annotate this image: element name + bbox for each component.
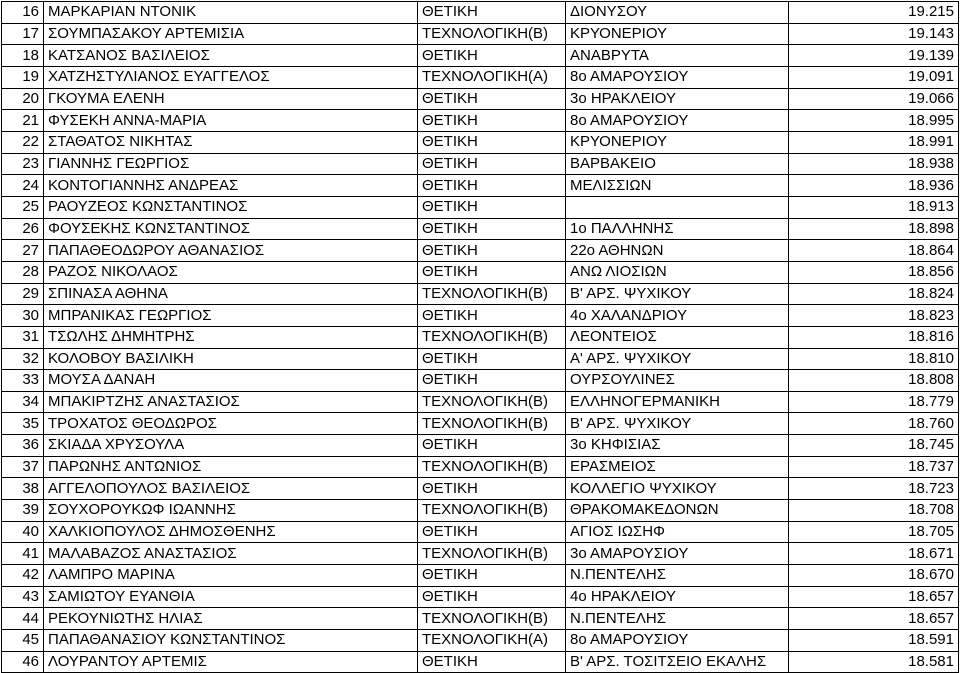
score-cell: 18.723 <box>789 478 959 500</box>
rank-cell: 39 <box>2 500 44 522</box>
score-cell: 18.657 <box>789 608 959 630</box>
school-cell: ΛΕΟΝΤΕΙΟΣ <box>566 326 789 348</box>
school-cell: ΕΛΛΗΝΟΓΕΡΜΑΝΙΚΗ <box>566 391 789 413</box>
direction-cell: ΤΕΧΝΟΛΟΓΙΚΗ(Β) <box>418 500 566 522</box>
direction-cell: ΘΕΤΙΚΗ <box>418 196 566 218</box>
direction-cell: ΘΕΤΙΚΗ <box>418 218 566 240</box>
school-cell: ΑΓΙΟΣ ΙΩΣΗΦ <box>566 521 789 543</box>
rank-cell: 38 <box>2 478 44 500</box>
score-cell: 18.913 <box>789 196 959 218</box>
table-row <box>2 110 959 132</box>
rank-cell: 18 <box>2 45 44 67</box>
table-row <box>2 283 959 305</box>
rank-cell: 19 <box>2 66 44 88</box>
name-cell: ΑΓΓΕΛΟΠΟΥΛΟΣ ΒΑΣΙΛΕΙΟΣ <box>44 478 418 500</box>
table-row <box>2 88 959 110</box>
table-row <box>2 348 959 370</box>
school-cell: ΑΝΩ ΛΙΟΣΙΩΝ <box>566 261 789 283</box>
direction-cell: ΘΕΤΙΚΗ <box>418 175 566 197</box>
rank-cell: 21 <box>2 110 44 132</box>
name-cell: ΣΟΥΧΟΡΟΥΚΩΦ ΙΩΑΝΝΗΣ <box>44 500 418 522</box>
school-cell <box>566 196 789 218</box>
direction-cell: ΘΕΤΙΚΗ <box>418 586 566 608</box>
direction-cell: ΤΕΧΝΟΛΟΓΙΚΗ(Α) <box>418 630 566 652</box>
direction-cell: ΘΕΤΙΚΗ <box>418 153 566 175</box>
rank-cell: 17 <box>2 23 44 45</box>
rank-cell: 23 <box>2 153 44 175</box>
direction-cell: ΘΕΤΙΚΗ <box>418 2 566 24</box>
school-cell: ΔΙΟΝΥΣΟΥ <box>566 2 789 24</box>
table-row <box>2 23 959 45</box>
direction-cell: ΘΕΤΙΚΗ <box>418 88 566 110</box>
table-row <box>2 478 959 500</box>
table-row <box>2 131 959 153</box>
rank-cell: 28 <box>2 261 44 283</box>
direction-cell: ΘΕΤΙΚΗ <box>418 521 566 543</box>
table-row <box>2 413 959 435</box>
school-cell: Β' ΑΡΣ. ΨΥΧΙΚΟΥ <box>566 283 789 305</box>
score-cell: 18.898 <box>789 218 959 240</box>
direction-cell: ΤΕΧΝΟΛΟΓΙΚΗ(Β) <box>418 326 566 348</box>
direction-cell: ΤΕΧΝΟΛΟΓΙΚΗ(Β) <box>418 413 566 435</box>
name-cell: ΛΑΜΠΡΟ ΜΑΡΙΝΑ <box>44 565 418 587</box>
school-cell: ΟΥΡΣΟΥΛΙΝΕΣ <box>566 370 789 392</box>
school-cell: ΒΑΡΒΑΚΕΙΟ <box>566 153 789 175</box>
score-cell: 18.591 <box>789 630 959 652</box>
score-cell: 18.657 <box>789 586 959 608</box>
rank-cell: 27 <box>2 240 44 262</box>
rank-cell: 36 <box>2 435 44 457</box>
score-cell: 18.581 <box>789 651 959 673</box>
school-cell: ΜΕΛΙΣΣΙΩΝ <box>566 175 789 197</box>
school-cell: 4ο ΧΑΛΑΝΔΡΙΟΥ <box>566 305 789 327</box>
name-cell: ΜΟΥΣΑ ΔΑΝΑΗ <box>44 370 418 392</box>
name-cell: ΚΑΤΣΑΝΟΣ ΒΑΣΙΛΕΙΟΣ <box>44 45 418 67</box>
rank-cell: 40 <box>2 521 44 543</box>
rank-cell: 33 <box>2 370 44 392</box>
school-cell: ΑΝΑΒΡΥΤΑ <box>566 45 789 67</box>
table-row <box>2 66 959 88</box>
table-row <box>2 196 959 218</box>
direction-cell: ΤΕΧΝΟΛΟΓΙΚΗ(Β) <box>418 608 566 630</box>
name-cell: ΣΚΙΑΔΑ ΧΡΥΣΟΥΛΑ <box>44 435 418 457</box>
table-row <box>2 565 959 587</box>
score-cell: 18.995 <box>789 110 959 132</box>
rank-cell: 42 <box>2 565 44 587</box>
name-cell: ΦΥΣΕΚΗ ΑΝΝΑ-ΜΑΡΙΑ <box>44 110 418 132</box>
table-row <box>2 521 959 543</box>
table-row <box>2 543 959 565</box>
name-cell: ΣΟΥΜΠΑΣΑΚΟΥ ΑΡΤΕΜΙΣΙΑ <box>44 23 418 45</box>
direction-cell: ΘΕΤΙΚΗ <box>418 651 566 673</box>
score-cell: 18.737 <box>789 456 959 478</box>
school-cell: ΚΡΥΟΝΕΡΙΟΥ <box>566 131 789 153</box>
score-cell: 18.760 <box>789 413 959 435</box>
rank-cell: 37 <box>2 456 44 478</box>
name-cell: ΓΚΟΥΜΑ ΕΛΕΝΗ <box>44 88 418 110</box>
score-cell: 18.745 <box>789 435 959 457</box>
direction-cell: ΘΕΤΙΚΗ <box>418 370 566 392</box>
table-row <box>2 261 959 283</box>
name-cell: ΤΡΟΧΑΤΟΣ ΘΕΟΔΩΡΟΣ <box>44 413 418 435</box>
score-cell: 18.808 <box>789 370 959 392</box>
rank-cell: 45 <box>2 630 44 652</box>
name-cell: ΧΑΤΖΗΣΤΥΛΙΑΝΟΣ ΕΥΑΓΓΕΛΟΣ <box>44 66 418 88</box>
score-cell: 18.671 <box>789 543 959 565</box>
direction-cell: ΤΕΧΝΟΛΟΓΙΚΗ(Β) <box>418 543 566 565</box>
name-cell: ΡΕΚΟΥΝΙΩΤΗΣ ΗΛΙΑΣ <box>44 608 418 630</box>
name-cell: ΜΑΡΚΑΡΙΑΝ ΝΤΟΝΙΚ <box>44 2 418 24</box>
rank-cell: 29 <box>2 283 44 305</box>
score-cell: 18.823 <box>789 305 959 327</box>
table-row <box>2 45 959 67</box>
score-cell: 18.779 <box>789 391 959 413</box>
direction-cell: ΘΕΤΙΚΗ <box>418 45 566 67</box>
score-cell: 19.091 <box>789 66 959 88</box>
school-cell: Α' ΑΡΣ. ΨΥΧΙΚΟΥ <box>566 348 789 370</box>
name-cell: ΣΤΑΘΑΤΟΣ ΝΙΚΗΤΑΣ <box>44 131 418 153</box>
table-row <box>2 2 959 24</box>
rank-cell: 16 <box>2 2 44 24</box>
name-cell: ΚΟΛΟΒΟΥ ΒΑΣΙΛΙΚΗ <box>44 348 418 370</box>
table-row <box>2 586 959 608</box>
table-row <box>2 370 959 392</box>
name-cell: ΓΙΑΝΝΗΣ ΓΕΩΡΓΙΟΣ <box>44 153 418 175</box>
rank-cell: 34 <box>2 391 44 413</box>
name-cell: ΦΟΥΣΕΚΗΣ ΚΩΝΣΤΑΝΤΙΝΟΣ <box>44 218 418 240</box>
rank-cell: 31 <box>2 326 44 348</box>
table-row <box>2 218 959 240</box>
name-cell: ΠΑΡΩΝΗΣ ΑΝΤΩΝΙΟΣ <box>44 456 418 478</box>
direction-cell: ΘΕΤΙΚΗ <box>418 131 566 153</box>
rank-cell: 20 <box>2 88 44 110</box>
direction-cell: ΘΕΤΙΚΗ <box>418 435 566 457</box>
direction-cell: ΘΕΤΙΚΗ <box>418 348 566 370</box>
rank-cell: 24 <box>2 175 44 197</box>
school-cell: Β' ΑΡΣ. ΨΥΧΙΚΟΥ <box>566 413 789 435</box>
direction-cell: ΘΕΤΙΚΗ <box>418 110 566 132</box>
school-cell: 8ο ΑΜΑΡΟΥΣΙΟΥ <box>566 630 789 652</box>
score-cell: 19.066 <box>789 88 959 110</box>
school-cell: Ν.ΠΕΝΤΕΛΗΣ <box>566 608 789 630</box>
school-cell: 3ο ΚΗΦΙΣΙΑΣ <box>566 435 789 457</box>
direction-cell: ΤΕΧΝΟΛΟΓΙΚΗ(Β) <box>418 456 566 478</box>
name-cell: ΡΑΟΥΖΕΟΣ ΚΩΝΣΤΑΝΤΙΝΟΣ <box>44 196 418 218</box>
score-cell: 19.139 <box>789 45 959 67</box>
direction-cell: ΘΕΤΙΚΗ <box>418 478 566 500</box>
score-cell: 18.936 <box>789 175 959 197</box>
score-cell: 18.991 <box>789 131 959 153</box>
direction-cell: ΘΕΤΙΚΗ <box>418 261 566 283</box>
rank-cell: 22 <box>2 131 44 153</box>
name-cell: ΜΠΡΑΝΙΚΑΣ ΓΕΩΡΓΙΟΣ <box>44 305 418 327</box>
name-cell: ΜΠΑΚΙΡΤΖΗΣ ΑΝΑΣΤΑΣΙΟΣ <box>44 391 418 413</box>
school-cell: 3ο ΑΜΑΡΟΥΣΙΟΥ <box>566 543 789 565</box>
table-row <box>2 651 959 673</box>
score-cell: 18.938 <box>789 153 959 175</box>
rank-cell: 46 <box>2 651 44 673</box>
table-row <box>2 608 959 630</box>
rank-cell: 32 <box>2 348 44 370</box>
school-cell: ΕΡΑΣΜΕΙΟΣ <box>566 456 789 478</box>
school-cell: ΚΟΛΛΕΓΙΟ ΨΥΧΙΚΟΥ <box>566 478 789 500</box>
direction-cell: ΤΕΧΝΟΛΟΓΙΚΗ(Α) <box>418 66 566 88</box>
score-cell: 19.215 <box>789 2 959 24</box>
table-row <box>2 175 959 197</box>
school-cell: 4ο ΗΡΑΚΛΕΙΟΥ <box>566 586 789 608</box>
direction-cell: ΤΕΧΝΟΛΟΓΙΚΗ(Β) <box>418 391 566 413</box>
direction-cell: ΤΕΧΝΟΛΟΓΙΚΗ(Β) <box>418 283 566 305</box>
rank-cell: 41 <box>2 543 44 565</box>
table-row <box>2 153 959 175</box>
rank-cell: 26 <box>2 218 44 240</box>
name-cell: ΣΠΙΝΑΣΑ ΑΘΗΝΑ <box>44 283 418 305</box>
score-cell: 18.824 <box>789 283 959 305</box>
table-row <box>2 500 959 522</box>
name-cell: ΠΑΠΑΘΑΝΑΣΙΟΥ ΚΩΝΣΤΑΝΤΙΝΟΣ <box>44 630 418 652</box>
school-cell: 8ο ΑΜΑΡΟΥΣΙΟΥ <box>566 66 789 88</box>
school-cell: 3ο ΗΡΑΚΛΕΙΟΥ <box>566 88 789 110</box>
score-cell: 18.708 <box>789 500 959 522</box>
table-row <box>2 326 959 348</box>
school-cell: Β' ΑΡΣ. ΤΟΣΙΤΣΕΙΟ ΕΚΑΛΗΣ <box>566 651 789 673</box>
score-cell: 18.864 <box>789 240 959 262</box>
rank-cell: 30 <box>2 305 44 327</box>
direction-cell: ΘΕΤΙΚΗ <box>418 240 566 262</box>
results-table <box>1 1 959 673</box>
name-cell: ΤΣΩΛΗΣ ΔΗΜΗΤΡΗΣ <box>44 326 418 348</box>
score-cell: 18.816 <box>789 326 959 348</box>
school-cell: Ν.ΠΕΝΤΕΛΗΣ <box>566 565 789 587</box>
score-cell: 19.143 <box>789 23 959 45</box>
score-cell: 18.856 <box>789 261 959 283</box>
rank-cell: 43 <box>2 586 44 608</box>
score-cell: 18.810 <box>789 348 959 370</box>
rank-cell: 44 <box>2 608 44 630</box>
table-row <box>2 240 959 262</box>
table-row <box>2 456 959 478</box>
table-row <box>2 435 959 457</box>
direction-cell: ΘΕΤΙΚΗ <box>418 565 566 587</box>
table-row <box>2 305 959 327</box>
direction-cell: ΤΕΧΝΟΛΟΓΙΚΗ(Β) <box>418 23 566 45</box>
table-row <box>2 630 959 652</box>
table-row <box>2 391 959 413</box>
school-cell: ΚΡΥΟΝΕΡΙΟΥ <box>566 23 789 45</box>
school-cell: 8ο ΑΜΑΡΟΥΣΙΟΥ <box>566 110 789 132</box>
results-table-body <box>2 2 959 673</box>
direction-cell: ΘΕΤΙΚΗ <box>418 305 566 327</box>
name-cell: ΜΑΛΑΒΑΖΟΣ ΑΝΑΣΤΑΣΙΟΣ <box>44 543 418 565</box>
score-cell: 18.670 <box>789 565 959 587</box>
rank-cell: 25 <box>2 196 44 218</box>
name-cell: ΡΑΖΟΣ ΝΙΚΟΛΑΟΣ <box>44 261 418 283</box>
name-cell: ΧΑΛΚΙΟΠΟΥΛΟΣ ΔΗΜΟΣΘΕΝΗΣ <box>44 521 418 543</box>
name-cell: ΠΑΠΑΘΕΟΔΩΡΟΥ ΑΘΑΝΑΣΙΟΣ <box>44 240 418 262</box>
rank-cell: 35 <box>2 413 44 435</box>
name-cell: ΚΟΝΤΟΓΙΑΝΝΗΣ ΑΝΔΡΕΑΣ <box>44 175 418 197</box>
name-cell: ΛΟΥΡΑΝΤΟΥ ΑΡΤΕΜΙΣ <box>44 651 418 673</box>
score-cell: 18.705 <box>789 521 959 543</box>
school-cell: ΘΡΑΚΟΜΑΚΕΔΟΝΩΝ <box>566 500 789 522</box>
school-cell: 1ο ΠΑΛΛΗΝΗΣ <box>566 218 789 240</box>
name-cell: ΣΑΜΙΩΤΟΥ ΕΥΑΝΘΙΑ <box>44 586 418 608</box>
school-cell: 22ο ΑΘΗΝΩΝ <box>566 240 789 262</box>
